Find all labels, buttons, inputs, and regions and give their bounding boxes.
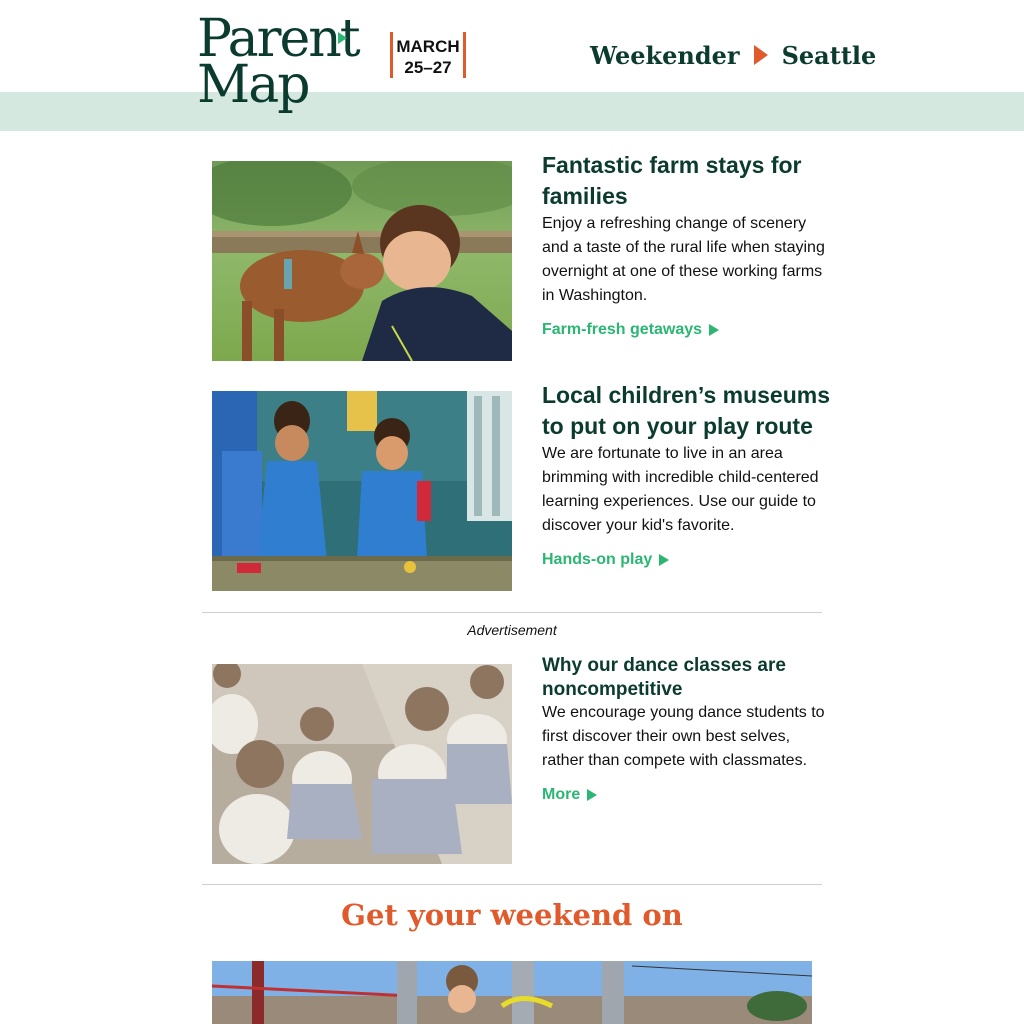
dance-class-photo[interactable] <box>212 664 512 864</box>
edition-title <box>590 38 876 72</box>
article-body-farm-stays: Enjoy a refreshing change of scenery and a taste of the rural life when staying overnight at one of these working farms in Washington. <box>542 215 825 304</box>
ad-more-link[interactable] <box>542 785 597 805</box>
edition-name: Weekender <box>590 40 740 70</box>
logo-line-1: Parent <box>197 9 359 69</box>
museum-photo[interactable] <box>212 391 512 591</box>
play-arrow-icon <box>659 554 669 566</box>
farm-stay-image <box>212 161 512 361</box>
ad-body-dance-classes: We encourage young dance students to first discover their own best selves, rather than compete with classmates. <box>542 704 825 769</box>
edition-city: Seattle <box>781 40 877 70</box>
play-arrow-icon <box>587 789 597 801</box>
dance-class-image <box>212 664 512 864</box>
ad-title-dance-classes[interactable]: Why our dance classes are noncompetitive <box>542 655 786 700</box>
museum-image <box>212 391 512 591</box>
playground-image <box>212 961 812 1024</box>
farm-stay-photo[interactable] <box>212 161 512 361</box>
link-label: More <box>542 786 581 803</box>
section-title: Get your weekend on <box>341 898 683 932</box>
playground-photo[interactable] <box>212 961 812 1024</box>
divider <box>202 884 822 885</box>
article-body-childrens-museums: We are fortunate to live in an area brimming with incredible child-centered learning experiences. Use our guide to discover your kid's favorite. <box>542 445 819 534</box>
play-arrow-icon <box>709 324 719 336</box>
play-arrow-icon <box>754 45 768 65</box>
header-band <box>0 92 1024 131</box>
hands-on-play-link[interactable] <box>542 550 669 570</box>
link-label: Farm-fresh getaways <box>542 321 703 338</box>
advertisement-label: Advertisement <box>467 622 557 638</box>
issue-date-month: MARCH <box>396 37 460 56</box>
logo-line-2: Map <box>197 55 309 115</box>
logo-triangle-icon <box>338 32 347 44</box>
parentmap-logo[interactable] <box>197 9 359 115</box>
article-title-childrens-museums[interactable]: Local children’s museums to put on your play route <box>542 382 831 439</box>
link-label: Hands-on play <box>542 551 653 568</box>
farm-fresh-getaways-link[interactable] <box>542 320 719 340</box>
divider <box>202 612 822 613</box>
issue-date-days: 25–27 <box>404 58 452 77</box>
issue-date <box>390 32 466 78</box>
article-title-farm-stays[interactable]: Fantastic farm stays for families <box>542 152 802 209</box>
